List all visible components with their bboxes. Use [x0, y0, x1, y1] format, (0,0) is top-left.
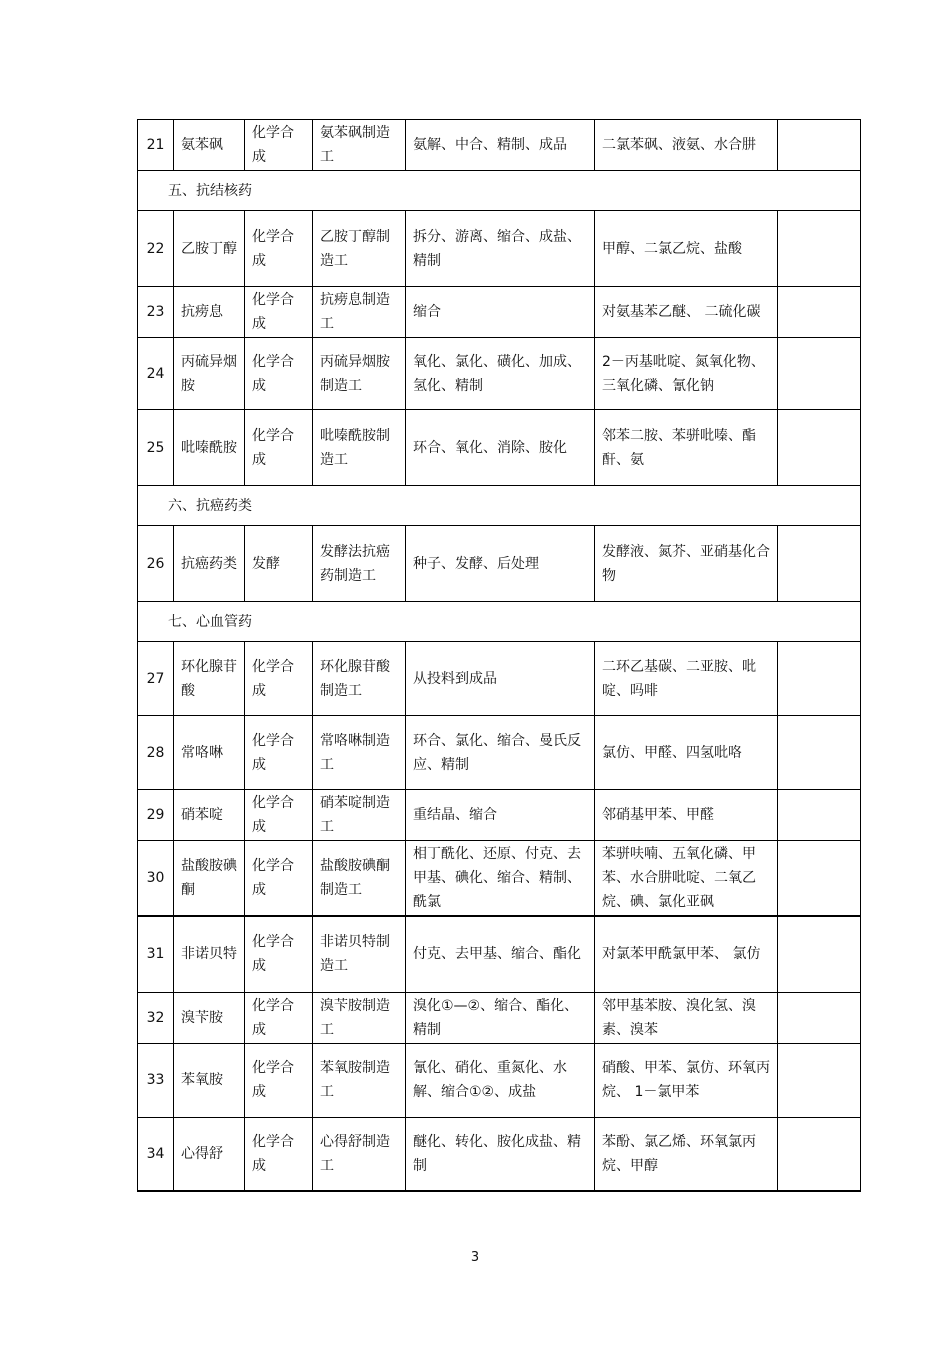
extra-cell: [778, 526, 861, 602]
job-title: 环化腺苷酸制造工: [313, 642, 406, 716]
process-steps: 氰化、硝化、重氮化、水解、缩合①②、成盐: [406, 1043, 595, 1117]
process-steps: 氧化、氯化、磺化、加成、氢化、精制: [406, 338, 595, 410]
table-row: [138, 790, 861, 841]
row-number: 30: [138, 841, 174, 917]
job-title: 非诺贝特制造工: [313, 916, 406, 992]
extra-cell: [778, 211, 861, 287]
production-method: 发酵: [245, 526, 313, 602]
process-steps: 氨解、中合、精制、成品: [406, 120, 595, 171]
drug-name: 抗痨息: [174, 287, 245, 338]
row-number: 22: [138, 211, 174, 287]
production-method: 化学合成: [245, 1043, 313, 1117]
job-title: 发酵法抗癌药制造工: [313, 526, 406, 602]
production-method: 化学合成: [245, 790, 313, 841]
process-steps: 种子、发酵、后处理: [406, 526, 595, 602]
table-row: [138, 211, 861, 287]
extra-cell: [778, 642, 861, 716]
section-title: 五、抗结核药: [138, 171, 861, 211]
production-method: 化学合成: [245, 716, 313, 790]
extra-cell: [778, 1043, 861, 1117]
row-number: 25: [138, 410, 174, 486]
extra-cell: [778, 716, 861, 790]
production-method: 化学合成: [245, 642, 313, 716]
section-row: [138, 486, 861, 526]
hazard-materials: 苯酚、氯乙烯、环氧氯丙烷、甲醇: [595, 1117, 778, 1191]
row-number: 31: [138, 916, 174, 992]
drug-name: 心得舒: [174, 1117, 245, 1191]
document-table: [137, 119, 861, 1192]
process-steps: 付克、去甲基、缩合、酯化: [406, 916, 595, 992]
table-row: [138, 410, 861, 486]
job-title: 常咯啉制造工: [313, 716, 406, 790]
drug-name: 非诺贝特: [174, 916, 245, 992]
drug-name: 环化腺苷酸: [174, 642, 245, 716]
process-steps: 环合、氯化、缩合、曼氏反应、精制: [406, 716, 595, 790]
table-row: [138, 992, 861, 1043]
row-number: 21: [138, 120, 174, 171]
drug-name: 硝苯啶: [174, 790, 245, 841]
row-number: 29: [138, 790, 174, 841]
page-number: 3: [470, 1250, 480, 1265]
row-number: 33: [138, 1043, 174, 1117]
production-method: 化学合成: [245, 841, 313, 917]
table-row: [138, 1117, 861, 1191]
production-method: 化学合成: [245, 211, 313, 287]
hazard-materials: 邻甲基苯胺、溴化氢、溴素、溴苯: [595, 992, 778, 1043]
table-row: [138, 642, 861, 716]
process-steps: 拆分、游离、缩合、成盐、精制: [406, 211, 595, 287]
row-number: 27: [138, 642, 174, 716]
drug-name: 吡嗪酰胺: [174, 410, 245, 486]
hazard-materials: 甲醇、二氯乙烷、盐酸: [595, 211, 778, 287]
row-number: 32: [138, 992, 174, 1043]
production-method: 化学合成: [245, 287, 313, 338]
job-title: 苯氧胺制造工: [313, 1043, 406, 1117]
hazard-materials: 氯仿、甲醛、四氢吡咯: [595, 716, 778, 790]
drug-name: 盐酸胺碘酮: [174, 841, 245, 917]
process-steps: 缩合: [406, 287, 595, 338]
hazard-materials: 邻苯二胺、苯骈吡嗪、酯酐、氨: [595, 410, 778, 486]
row-number: 28: [138, 716, 174, 790]
process-steps: 重结晶、缩合: [406, 790, 595, 841]
job-title: 丙硫异烟胺制造工: [313, 338, 406, 410]
extra-cell: [778, 841, 861, 917]
extra-cell: [778, 992, 861, 1043]
job-title: 抗痨息制造工: [313, 287, 406, 338]
hazard-materials: 邻硝基甲苯、甲醛: [595, 790, 778, 841]
process-steps: 醚化、转化、胺化成盐、精制: [406, 1117, 595, 1191]
job-title: 溴苄胺制造工: [313, 992, 406, 1043]
production-method: 化学合成: [245, 338, 313, 410]
process-steps: 相丁酰化、还原、付克、去甲基、碘化、缩合、精制、酰氯: [406, 841, 595, 917]
drug-name: 丙硫异烟胺: [174, 338, 245, 410]
job-title: 吡嗪酰胺制造工: [313, 410, 406, 486]
process-steps: 从投料到成品: [406, 642, 595, 716]
drug-name: 常咯啉: [174, 716, 245, 790]
drug-name: 抗癌药类: [174, 526, 245, 602]
table-body: [138, 120, 861, 1192]
row-number: 34: [138, 1117, 174, 1191]
drug-name: 苯氧胺: [174, 1043, 245, 1117]
job-title: 盐酸胺碘酮制造工: [313, 841, 406, 917]
job-title: 硝苯啶制造工: [313, 790, 406, 841]
job-title: 乙胺丁醇制造工: [313, 211, 406, 287]
extra-cell: [778, 338, 861, 410]
extra-cell: [778, 1117, 861, 1191]
extra-cell: [778, 287, 861, 338]
hazard-materials: 二环乙基碳、二亚胺、吡啶、吗啡: [595, 642, 778, 716]
drug-name: 乙胺丁醇: [174, 211, 245, 287]
extra-cell: [778, 916, 861, 992]
production-method: 化学合成: [245, 120, 313, 171]
section-title: 七、心血管药: [138, 602, 861, 642]
production-method: 化学合成: [245, 410, 313, 486]
hazard-materials: 对氯苯甲酰氯甲苯、 氯仿: [595, 916, 778, 992]
production-method: 化学合成: [245, 992, 313, 1043]
production-method: 化学合成: [245, 1117, 313, 1191]
section-row: [138, 171, 861, 211]
hazard-materials: 对氨基苯乙醚、 二硫化碳: [595, 287, 778, 338]
row-number: 23: [138, 287, 174, 338]
table-row: [138, 120, 861, 171]
production-method: 化学合成: [245, 916, 313, 992]
table-row: [138, 287, 861, 338]
extra-cell: [778, 790, 861, 841]
extra-cell: [778, 410, 861, 486]
row-number: 26: [138, 526, 174, 602]
extra-cell: [778, 120, 861, 171]
process-steps: 溴化①—②、缩合、酯化、精制: [406, 992, 595, 1043]
hazard-materials: 2－丙基吡啶、氮氧化物、三氧化磷、氰化钠: [595, 338, 778, 410]
hazard-materials: 硝酸、甲苯、氯仿、环氧丙烷、 1－氯甲苯: [595, 1043, 778, 1117]
drug-name: 氨苯砜: [174, 120, 245, 171]
row-number: 24: [138, 338, 174, 410]
table-row: [138, 1043, 861, 1117]
hazard-materials: 二氯苯砜、液氨、水合肼: [595, 120, 778, 171]
table-row: [138, 526, 861, 602]
table-row: [138, 841, 861, 917]
section-title: 六、抗癌药类: [138, 486, 861, 526]
hazard-materials: 苯骈呋喃、五氧化磷、甲苯、水合肼吡啶、二氧乙烷、碘、氯化亚砜: [595, 841, 778, 917]
table-row: [138, 716, 861, 790]
drug-name: 溴苄胺: [174, 992, 245, 1043]
table-row: [138, 916, 861, 992]
section-row: [138, 602, 861, 642]
hazard-materials: 发酵液、氮芥、亚硝基化合物: [595, 526, 778, 602]
process-steps: 环合、氧化、消除、胺化: [406, 410, 595, 486]
job-title: 心得舒制造工: [313, 1117, 406, 1191]
job-title: 氨苯砜制造工: [313, 120, 406, 171]
table-row: [138, 338, 861, 410]
